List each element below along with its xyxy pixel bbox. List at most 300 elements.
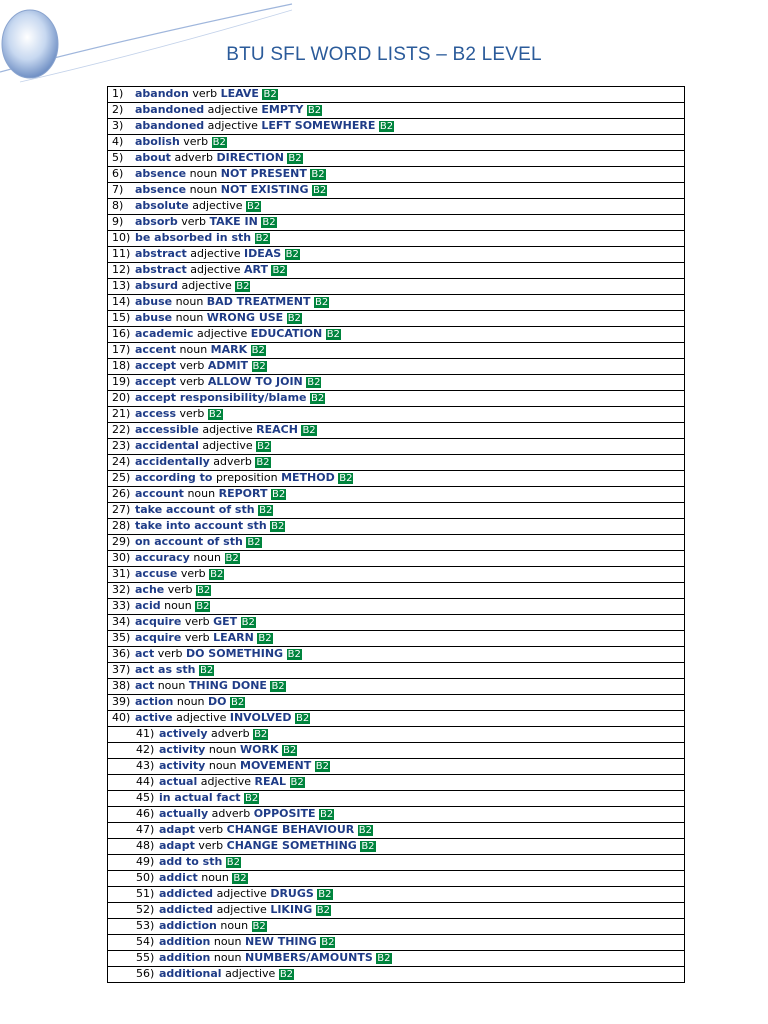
table-row (108, 615, 685, 631)
entry-part-of-speech: adjective (202, 439, 253, 452)
entry-meaning: REPORT (218, 487, 268, 500)
entry-number: 42) (136, 743, 155, 756)
entry-part-of-speech: verb (184, 631, 210, 644)
entry-number: 27) (112, 503, 131, 516)
entry-word: account (135, 487, 184, 500)
level-badge: B2 (263, 89, 277, 100)
entry-meaning: DO SOMETHING (186, 647, 284, 660)
word-entry-cell (108, 663, 685, 679)
entry-part-of-speech: noun (201, 871, 229, 884)
entry-word: be absorbed in sth (135, 231, 252, 244)
entry-word: absence (135, 167, 187, 180)
table-row (108, 423, 685, 439)
entry-number: 49) (136, 855, 155, 868)
entry-part-of-speech: adjective (196, 327, 248, 340)
table-row (108, 647, 685, 663)
entry-part-of-speech: adverb (211, 727, 250, 740)
table-row (108, 807, 685, 823)
entry-number: 46) (136, 807, 155, 820)
entry-word: absurd (135, 279, 178, 292)
level-badge: B2 (313, 185, 327, 196)
entry-number: 24) (112, 455, 131, 468)
entry-meaning: NEW THING (245, 935, 317, 948)
entry-meaning: CHANGE SOMETHING (226, 839, 357, 852)
entry-number: 16) (112, 327, 131, 340)
entry-number: 23) (112, 439, 131, 452)
word-entry-cell (108, 199, 685, 215)
entry-number: 25) (112, 471, 131, 484)
word-entry-cell (108, 759, 685, 775)
entry-part-of-speech: noun (187, 487, 216, 500)
entry-word: additional (159, 967, 222, 980)
level-badge: B2 (233, 873, 247, 884)
entry-word: act as sth (135, 663, 196, 676)
entry-number: 6) (112, 167, 124, 180)
entry-word: according to (135, 471, 213, 484)
level-badge: B2 (236, 281, 250, 292)
entry-word: absolute (135, 199, 189, 212)
entry-meaning: REACH (256, 423, 298, 436)
entry-word: addicted (159, 903, 214, 916)
entry-word: abandoned (135, 119, 205, 132)
entry-word: adapt (159, 823, 195, 836)
entry-part-of-speech: adjective (192, 199, 243, 212)
entry-part-of-speech: verb (180, 567, 206, 580)
entry-number: 3) (112, 119, 124, 132)
word-entry-cell (108, 695, 685, 711)
entry-part-of-speech: adjective (225, 967, 276, 980)
table-row (108, 231, 685, 247)
entry-word: take into account sth (135, 519, 267, 532)
entry-meaning: WRONG USE (206, 311, 284, 324)
level-badge: B2 (318, 889, 332, 900)
word-entry-cell (108, 135, 685, 151)
word-entry-cell (108, 647, 685, 663)
entry-number: 22) (112, 423, 131, 436)
entry-number: 39) (112, 695, 131, 708)
level-badge: B2 (307, 377, 321, 388)
word-entry-cell (108, 231, 685, 247)
table-row (108, 519, 685, 535)
entry-number: 37) (112, 663, 131, 676)
entry-word: ache (135, 583, 165, 596)
table-row (108, 343, 685, 359)
entry-number: 51) (136, 887, 155, 900)
entry-meaning: WORK (240, 743, 279, 756)
entry-meaning: MARK (210, 343, 248, 356)
entry-part-of-speech: preposition (215, 471, 278, 484)
entry-part-of-speech: noun (220, 919, 249, 932)
entry-meaning: LEAVE (220, 87, 259, 100)
entry-number: 18) (112, 359, 131, 372)
level-badge: B2 (255, 233, 269, 244)
level-badge: B2 (251, 345, 265, 356)
table-row (108, 103, 685, 119)
entry-word: accidentally (135, 455, 210, 468)
entry-word: acid (135, 599, 161, 612)
entry-number: 12) (112, 263, 131, 276)
table-row (108, 855, 685, 871)
page-title: BTU SFL WORD LISTS – B2 LEVEL (226, 44, 542, 65)
table-row (108, 759, 685, 775)
entry-number: 40) (112, 711, 131, 724)
level-badge: B2 (197, 585, 211, 596)
table-row (108, 551, 685, 567)
word-entry-cell (108, 551, 685, 567)
level-badge: B2 (247, 537, 261, 548)
table-row (108, 87, 685, 103)
entry-part-of-speech: adjective (176, 711, 227, 724)
entry-number: 31) (112, 567, 131, 580)
entry-meaning: MOVEMENT (240, 759, 312, 772)
entry-word: accent (135, 343, 177, 356)
entry-meaning: OPPOSITE (253, 807, 316, 820)
entry-number: 33) (112, 599, 131, 612)
entry-number: 21) (112, 407, 131, 420)
entry-number: 29) (112, 535, 131, 548)
entry-word: act (135, 647, 155, 660)
level-badge: B2 (252, 921, 266, 932)
word-entry-cell (108, 743, 685, 759)
entry-number: 53) (136, 919, 155, 932)
table-row (108, 295, 685, 311)
table-row (108, 935, 685, 951)
table-row (108, 471, 685, 487)
entry-word: access (135, 407, 177, 420)
entry-part-of-speech: noun (176, 695, 205, 708)
word-entry-cell (108, 215, 685, 231)
table-row (108, 791, 685, 807)
entry-word: acquire (135, 615, 182, 628)
entry-number: 41) (136, 727, 155, 740)
table-row (108, 887, 685, 903)
entry-word: accuse (135, 567, 178, 580)
table-row (108, 727, 685, 743)
table-row (108, 663, 685, 679)
entry-word: adapt (159, 839, 195, 852)
level-badge: B2 (226, 857, 241, 868)
entry-part-of-speech: adverb (213, 455, 252, 468)
level-badge: B2 (287, 649, 301, 660)
word-entry-cell (108, 679, 685, 695)
level-badge: B2 (287, 313, 301, 324)
entry-part-of-speech: adjective (190, 247, 241, 260)
entry-part-of-speech: noun (157, 679, 186, 692)
entry-part-of-speech: verb (183, 135, 209, 148)
word-entry-cell (108, 727, 685, 743)
table-row (108, 183, 685, 199)
table-row (108, 951, 685, 967)
entry-part-of-speech: noun (213, 951, 242, 964)
word-entry-cell (108, 327, 685, 343)
table-row (108, 711, 685, 727)
table-row (108, 375, 685, 391)
entry-number: 36) (112, 647, 131, 660)
level-badge: B2 (358, 825, 372, 836)
table-row (108, 455, 685, 471)
level-badge: B2 (295, 713, 310, 724)
word-entry-cell (108, 887, 685, 903)
word-entry-cell (108, 935, 685, 951)
entry-meaning: ART (243, 263, 268, 276)
table-row (108, 567, 685, 583)
level-badge: B2 (252, 361, 266, 372)
table-row (108, 391, 685, 407)
level-badge: B2 (279, 969, 294, 980)
entry-part-of-speech: verb (198, 823, 224, 836)
entry-word: addiction (159, 919, 217, 932)
word-entry-cell (108, 343, 685, 359)
entry-word: on account of sth (135, 535, 243, 548)
level-badge: B2 (361, 841, 375, 852)
entry-part-of-speech: noun (213, 935, 242, 948)
entry-number: 15) (112, 311, 131, 324)
entry-part-of-speech: noun (208, 743, 237, 756)
word-entry-cell (108, 599, 685, 615)
entry-number: 32) (112, 583, 131, 596)
entry-word: abandon (135, 87, 189, 100)
word-entry-cell (108, 87, 685, 103)
word-entry-cell (108, 295, 685, 311)
entry-word: in actual fact (159, 791, 241, 804)
entry-number: 55) (136, 951, 155, 964)
word-entry-cell (108, 807, 685, 823)
entry-word: accidental (135, 439, 199, 452)
entry-meaning: GET (213, 615, 238, 628)
table-row (108, 247, 685, 263)
entry-meaning: REAL (254, 775, 286, 788)
level-badge: B2 (225, 553, 239, 564)
word-entry-cell (108, 775, 685, 791)
entry-word: addition (159, 951, 211, 964)
entry-part-of-speech: adjective (181, 279, 232, 292)
table-row (108, 823, 685, 839)
level-badge: B2 (290, 777, 304, 788)
entry-part-of-speech: adjective (216, 887, 267, 900)
entry-word: addition (159, 935, 211, 948)
word-entry-cell (108, 103, 685, 119)
entry-part-of-speech: noun (179, 343, 208, 356)
entry-number: 2) (112, 103, 124, 116)
table-row (108, 967, 685, 983)
word-entry-cell (108, 791, 685, 807)
word-entry-cell (108, 407, 685, 423)
table-row (108, 151, 685, 167)
word-entry-cell (108, 967, 685, 983)
entry-number: 44) (136, 775, 155, 788)
entry-number: 47) (136, 823, 155, 836)
word-entry-cell (108, 919, 685, 935)
word-entry-cell (108, 487, 685, 503)
entry-part-of-speech: adjective (190, 263, 241, 276)
entry-part-of-speech: verb (179, 359, 205, 372)
entry-word: accessible (135, 423, 199, 436)
table-row (108, 311, 685, 327)
entry-meaning: EMPTY (261, 103, 304, 116)
entry-number: 20) (112, 391, 131, 404)
word-entry-cell (108, 375, 685, 391)
word-entry-cell (108, 583, 685, 599)
level-badge: B2 (241, 617, 255, 628)
word-entry-cell (108, 167, 685, 183)
entry-number: 14) (112, 295, 131, 308)
word-entry-cell (108, 455, 685, 471)
entry-part-of-speech: noun (175, 311, 204, 324)
level-badge: B2 (321, 937, 335, 948)
table-row (108, 119, 685, 135)
level-badge: B2 (339, 473, 353, 484)
entry-word: actively (159, 727, 208, 740)
entry-word: abuse (135, 311, 173, 324)
entry-part-of-speech: adjective (216, 903, 267, 916)
entry-word: absorb (135, 215, 178, 228)
entry-word: academic (135, 327, 194, 340)
entry-part-of-speech: noun (189, 183, 218, 196)
entry-part-of-speech: verb (179, 375, 205, 388)
table-row (108, 487, 685, 503)
level-badge: B2 (256, 457, 270, 468)
entry-part-of-speech: adjective (202, 423, 253, 436)
entry-meaning: ALLOW TO JOIN (207, 375, 303, 388)
level-badge: B2 (262, 217, 276, 228)
entry-word: act (135, 679, 155, 692)
entry-number: 26) (112, 487, 131, 500)
entry-word: absence (135, 183, 187, 196)
entry-number: 30) (112, 551, 131, 564)
entry-part-of-speech: verb (198, 839, 224, 852)
entry-number: 19) (112, 375, 131, 388)
table-row (108, 215, 685, 231)
table-row (108, 695, 685, 711)
entry-word: abolish (135, 135, 180, 148)
word-entry-cell (108, 839, 685, 855)
entry-meaning: TAKE IN (209, 215, 258, 228)
entry-part-of-speech: verb (157, 647, 183, 660)
table-row (108, 439, 685, 455)
entry-word: activity (159, 759, 206, 772)
entry-meaning: ADMIT (207, 359, 249, 372)
word-entry-cell (108, 439, 685, 455)
entry-word: accept (135, 375, 177, 388)
entry-number: 34) (112, 615, 131, 628)
entry-part-of-speech: noun (208, 759, 237, 772)
entry-number: 43) (136, 759, 155, 772)
entry-number: 28) (112, 519, 131, 532)
entry-part-of-speech: verb (179, 407, 205, 420)
level-badge: B2 (231, 697, 245, 708)
word-entry-cell (108, 871, 685, 887)
entry-meaning: EDUCATION (250, 327, 323, 340)
table-row (108, 359, 685, 375)
entry-meaning: DIRECTION (216, 151, 284, 164)
entry-part-of-speech: noun (175, 295, 204, 308)
entry-number: 56) (136, 967, 155, 980)
entry-meaning: INVOLVED (229, 711, 292, 724)
word-entry-cell (108, 471, 685, 487)
entry-meaning: LEARN (213, 631, 254, 644)
entry-meaning: BAD TREATMENT (206, 295, 311, 308)
level-badge: B2 (307, 105, 322, 116)
level-badge: B2 (315, 761, 329, 772)
word-entry-cell (108, 823, 685, 839)
word-entry-cell (108, 855, 685, 871)
entry-meaning: NUMBERS/AMOUNTS (245, 951, 373, 964)
entry-meaning: NOT PRESENT (220, 167, 307, 180)
word-entry-cell (108, 391, 685, 407)
entry-word: take account of sth (135, 503, 255, 516)
entry-number: 1) (112, 87, 124, 100)
entry-meaning: LIKING (270, 903, 313, 916)
entry-word: abstract (135, 247, 187, 260)
table-row (108, 167, 685, 183)
entry-number: 13) (112, 279, 131, 292)
level-badge: B2 (311, 169, 325, 180)
entry-meaning: DO (208, 695, 227, 708)
entry-number: 50) (136, 871, 155, 884)
entry-word: actually (159, 807, 209, 820)
level-badge: B2 (259, 505, 273, 516)
word-entry-cell (108, 631, 685, 647)
word-entry-cell (108, 151, 685, 167)
level-badge: B2 (302, 425, 316, 436)
table-row (108, 583, 685, 599)
table-row (108, 903, 685, 919)
entry-number: 48) (136, 839, 155, 852)
entry-part-of-speech: adjective (200, 775, 251, 788)
entry-word: action (135, 695, 174, 708)
table-row (108, 919, 685, 935)
word-entry-cell (108, 247, 685, 263)
entry-word: add to sth (159, 855, 223, 868)
level-badge: B2 (254, 729, 268, 740)
level-badge: B2 (282, 745, 297, 756)
entry-word: actual (159, 775, 198, 788)
entry-part-of-speech: adjective (207, 103, 258, 116)
level-badge: B2 (379, 121, 394, 132)
entry-part-of-speech: verb (184, 615, 210, 628)
entry-word: addict (159, 871, 198, 884)
table-row (108, 775, 685, 791)
word-entry-cell (108, 503, 685, 519)
level-badge: B2 (212, 137, 226, 148)
entry-word: abuse (135, 295, 173, 308)
word-entry-cell (108, 903, 685, 919)
table-row (108, 263, 685, 279)
word-entry-cell (108, 119, 685, 135)
level-badge: B2 (258, 633, 272, 644)
entry-word: abandoned (135, 103, 205, 116)
entry-meaning: IDEAS (243, 247, 282, 260)
entry-word: accept responsibility/blame (135, 391, 307, 404)
level-badge: B2 (257, 441, 271, 452)
level-badge: B2 (314, 297, 329, 308)
word-entry-cell (108, 519, 685, 535)
table-row (108, 407, 685, 423)
entry-number: 9) (112, 215, 124, 228)
entry-number: 45) (136, 791, 155, 804)
word-entry-cell (108, 951, 685, 967)
table-row (108, 279, 685, 295)
entry-number: 10) (112, 231, 131, 244)
entry-word: about (135, 151, 171, 164)
entry-number: 17) (112, 343, 131, 356)
entry-word: addicted (159, 887, 214, 900)
entry-part-of-speech: noun (189, 167, 218, 180)
word-list-table (107, 86, 685, 983)
entry-meaning: DRUGS (270, 887, 314, 900)
entry-number: 35) (112, 631, 131, 644)
entry-part-of-speech: verb (181, 215, 206, 228)
